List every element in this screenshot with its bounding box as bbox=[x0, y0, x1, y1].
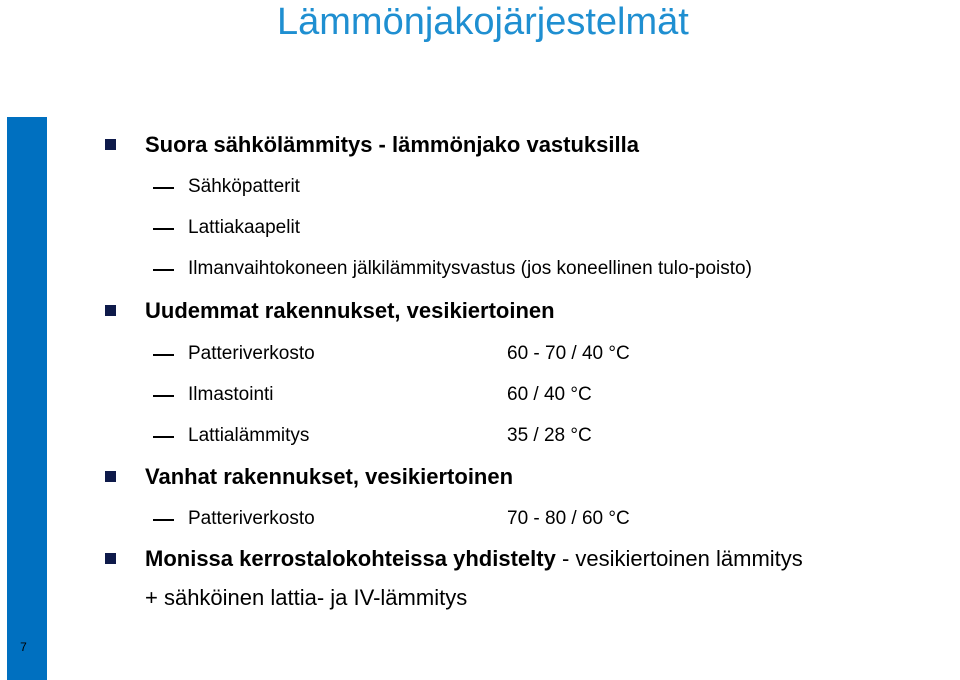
page-number: 7 bbox=[20, 640, 27, 654]
slide-title: Lämmönjakojärjestelmät bbox=[277, 1, 689, 43]
bullet-label: Vanhat rakennukset, vesikiertoinen bbox=[145, 464, 514, 489]
side-accent-bar bbox=[7, 117, 47, 680]
square-bullet-icon bbox=[105, 471, 116, 482]
square-bullet-icon bbox=[105, 553, 116, 564]
bullet-label: Suora sähkölämmitys - lämmönjako vastuksilla bbox=[145, 132, 639, 157]
dash-bullet-icon bbox=[153, 228, 174, 230]
sub-item-label: Sähköpatterit bbox=[188, 176, 300, 197]
dash-bullet-icon bbox=[153, 519, 174, 521]
square-bullet-icon bbox=[105, 305, 116, 316]
sub-item-label: Ilmanvaihtokoneen jälkilämmitysvastus (jos koneellinen tulo-poisto) bbox=[188, 258, 752, 279]
dash-bullet-icon bbox=[153, 395, 174, 397]
sub-item-label: Lattialämmitys bbox=[188, 425, 310, 446]
temperature-value: 60 - 70 / 40 °C bbox=[507, 343, 630, 364]
temperature-value: 35 / 28 °C bbox=[507, 425, 592, 446]
bullet-label-rest: - vesikiertoinen lämmitys bbox=[555, 546, 803, 571]
dash-bullet-icon bbox=[153, 187, 174, 189]
bullet-label-bold: Monissa kerrostalokohteissa yhdistelty bbox=[145, 546, 556, 571]
sub-item-label: Patteriverkosto bbox=[188, 343, 315, 364]
dash-bullet-icon bbox=[153, 436, 174, 438]
sub-item-label: Lattiakaapelit bbox=[188, 217, 300, 238]
dash-bullet-icon bbox=[153, 269, 174, 271]
dash-bullet-icon bbox=[153, 354, 174, 356]
bullet-label bbox=[145, 539, 803, 579]
temperature-value: 70 - 80 / 60 °C bbox=[507, 508, 630, 529]
temperature-value: 60 / 40 °C bbox=[507, 384, 592, 405]
bullet-label-line2: + sähköinen lattia- ja IV-lämmitys bbox=[145, 585, 468, 610]
square-bullet-icon bbox=[105, 139, 116, 150]
sub-item-label: Patteriverkosto bbox=[188, 508, 315, 529]
bullet-label: Uudemmat rakennukset, vesikiertoinen bbox=[145, 298, 555, 323]
sub-item-label: Ilmastointi bbox=[188, 384, 274, 405]
